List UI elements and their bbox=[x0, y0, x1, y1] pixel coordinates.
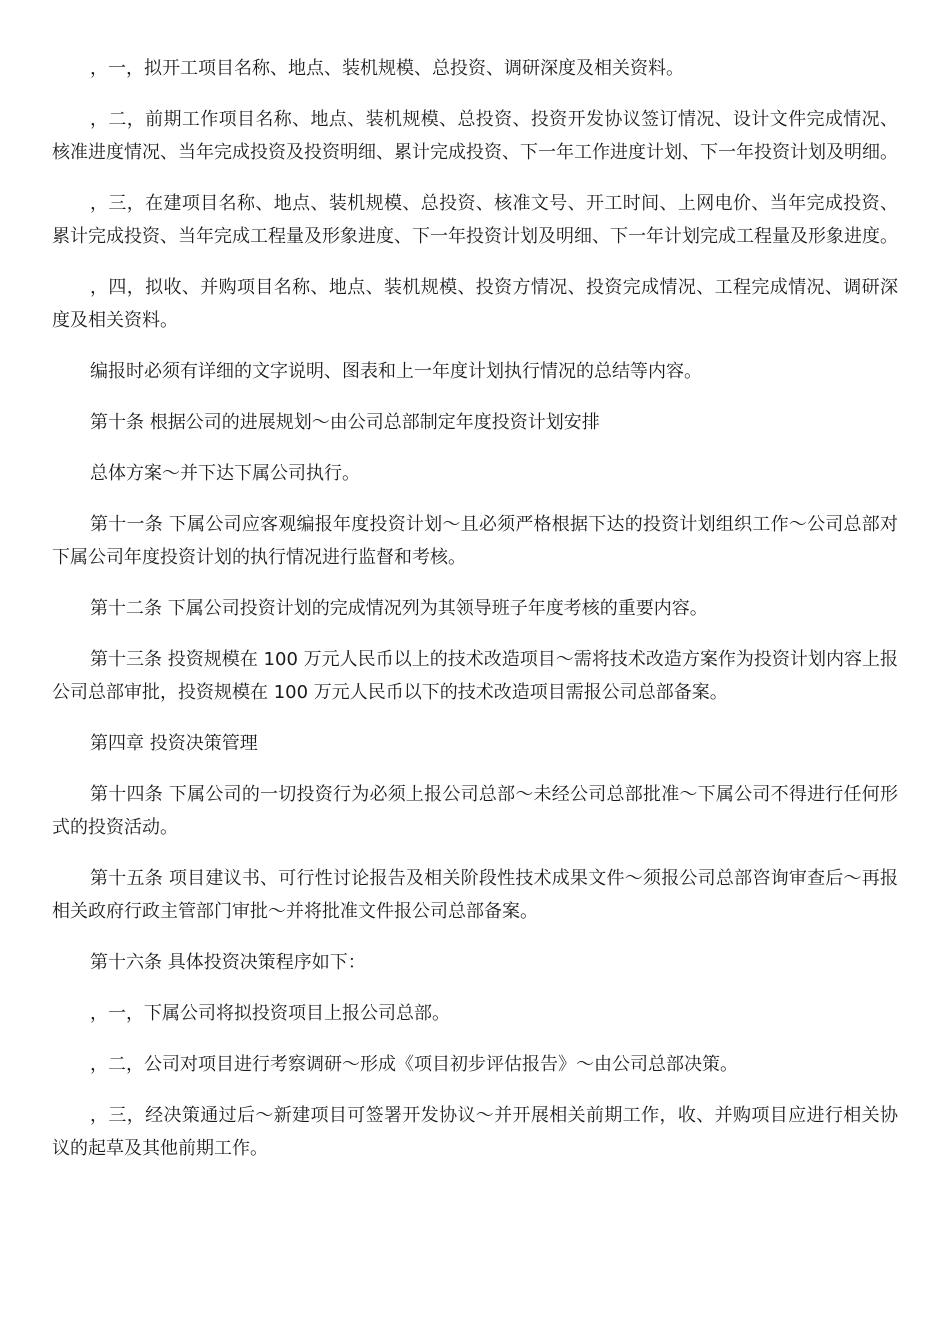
paragraph-item-2: ，二，前期工作项目名称、地点、装机规模、总投资、投资开发协议签订情况、设计文件完成情况、核准进度情况、当年完成投资及投资明细、累计完成投资、下一年工作进度计划、下一年投资计划及明细。 bbox=[52, 109, 898, 163]
article-16: 第十六条 具体投资决策程序如下： bbox=[90, 952, 366, 973]
chapter-heading: 第四章 投资决策管理 bbox=[90, 733, 258, 754]
procedure-step-1: ，一，下属公司将拟投资项目上报公司总部。 bbox=[90, 1003, 450, 1024]
article-15: 第十五条 项目建议书、可行性讨论报告及相关阶段性技术成果文件～须报公司总部咨询审查后～再报相关政府行政主管部门审批～并将批准文件报公司总部备案。 bbox=[52, 868, 898, 922]
procedure-step-2: ，二，公司对项目进行考察调研～形成《项目初步评估报告》～由公司总部决策。 bbox=[90, 1054, 738, 1075]
article-11: 第十一条 下属公司应客观编报年度投资计划～且必须严格根据下达的投资计划组织工作～公司总部对下属公司年度投资计划的执行情况进行监督和考核。 bbox=[52, 514, 898, 568]
article-10-continuation: 总体方案～并下达下属公司执行。 bbox=[90, 463, 360, 484]
paragraph-item-3: ，三，在建项目名称、地点、装机规模、总投资、核准文号、开工时间、上网电价、当年完成投资、累计完成投资、当年完成工程量及形象进度、下一年投资计划及明细、下一年计划完成工程量及形象进度。 bbox=[52, 193, 898, 247]
procedure-step-3: ，三，经决策通过后～新建项目可签署开发协议～并开展相关前期工作，收、并购项目应进行相关协议的起草及其他前期工作。 bbox=[52, 1105, 898, 1159]
article-12: 第十二条 下属公司投资计划的完成情况列为其领导班子年度考核的重要内容。 bbox=[90, 598, 708, 619]
article-14: 第十四条 下属公司的一切投资行为必须上报公司总部～未经公司总部批准～下属公司不得进行任何形式的投资活动。 bbox=[52, 784, 898, 838]
paragraph-item-4: ，四，拟收、并购项目名称、地点、装机规模、投资方情况、投资完成情况、工程完成情况、调研深度及相关资料。 bbox=[52, 277, 898, 331]
article-10: 第十条 根据公司的进展规划～由公司总部制定年度投资计划安排 bbox=[90, 412, 600, 433]
paragraph-item-1: ，一，拟开工项目名称、地点、装机规模、总投资、调研深度及相关资料。 bbox=[90, 58, 684, 79]
document-page bbox=[52, 52, 898, 1183]
paragraph-note: 编报时必须有详细的文字说明、图表和上一年度计划执行情况的总结等内容。 bbox=[90, 361, 702, 382]
article-13: 第十三条 投资规模在 100 万元人民币以上的技术改造项目～需将技术改造方案作为投资计划内容上报公司总部审批，投资规模在 100 万元人民币以下的技术改造项目需报公司总部备案。 bbox=[52, 649, 898, 703]
